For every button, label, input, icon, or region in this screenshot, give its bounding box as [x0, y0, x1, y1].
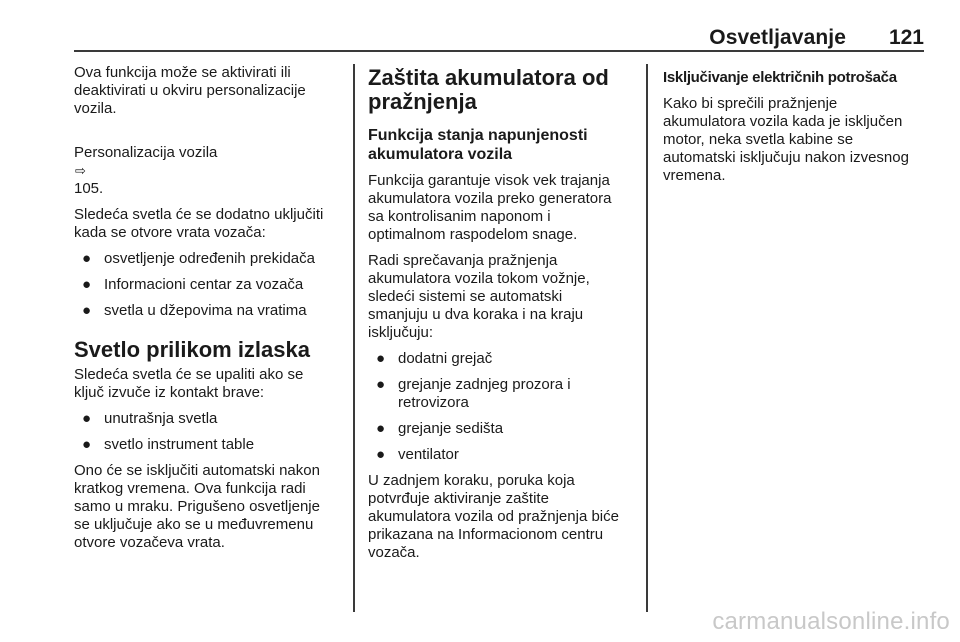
page-reference-arrow-icon: ⇨: [75, 163, 86, 178]
bullet-icon: ●: [82, 302, 92, 319]
list-item: ● unutrašnja svetla: [82, 410, 218, 427]
reference-text: Personalizacija vozila: [74, 144, 218, 161]
bullet-icon: ●: [82, 250, 92, 267]
load-shedding-paragraph: Kako bi sprečili pražnjenje akumulatora vozila kada je isključen motor, neka svetla kabine se automatski isključuju nakon izvesnog vremena.: [663, 95, 909, 184]
column-middle: [368, 64, 634, 570]
battery-function-paragraph: Funkcija garantuje visok vek trajanja akumulatora vozila preko generatora sa kontrolisanim naponom i optimalnom raspodelom snage.: [368, 172, 612, 243]
column-right: [663, 64, 929, 193]
list-item: ● svetlo instrument table: [82, 436, 255, 453]
door-lights-list: [74, 250, 344, 320]
bullet-icon: ●: [376, 420, 386, 437]
auto-off-paragraph: Ono će se isključiti automatski nakon kratkog vremena. Ova funkcija radi samo u mraku. Prigušeno osvetljenje se uključuje ako se u međuvremenu otvore vozačeva vrata.: [74, 462, 320, 551]
bullet-icon: ●: [82, 436, 92, 453]
column-divider-left: [353, 64, 355, 612]
discharge-prevention-paragraph: Radi sprečavanja pražnjenja akumulatora vozila tokom vožnje, sledeći sistemi se automatski smanjuju u dva koraka i na kraju isključuju:: [368, 252, 590, 341]
door-lights-paragraph: Sledeća svetla će se dodatno uključiti kada se otvore vrata vozača:: [74, 206, 324, 241]
page-header: [74, 22, 924, 50]
list-item: ● grejanje zadnjeg prozora i retrovizora: [376, 376, 571, 411]
bullet-icon: ●: [376, 350, 386, 367]
personalization-reference: [74, 126, 344, 198]
subheading-charge-state: Funkcija stanja napunjenosti akumulatora vozila: [368, 127, 588, 163]
subheading-load-shedding: Isključivanje električnih potrošača: [663, 69, 897, 86]
page-reference-link[interactable]: 105.: [74, 180, 104, 197]
column-left: [74, 64, 344, 560]
list-item: ● dodatni grejač: [376, 350, 493, 367]
bullet-icon: ●: [82, 410, 92, 427]
exit-lighting-paragraph: Sledeća svetla će se upaliti ako se ključ izvuče iz kontakt brave:: [74, 366, 304, 401]
list-item: ● svetla u džepovima na vratima: [82, 302, 307, 319]
list-item: ● Informacioni centar za vozača: [82, 276, 304, 293]
bullet-icon: ●: [376, 446, 386, 463]
page-title: Osvetljavanje: [709, 26, 846, 49]
column-divider-right: [646, 64, 648, 612]
section-heading-battery-protection: Zaštita akumulatora od pražnjenja: [368, 65, 609, 114]
final-step-paragraph: U zadnjem koraku, poruka koja potvrđuje aktiviranje zaštite akumulatora vozila od pražnjenja biće prikazana na Informacionom centru vozača.: [368, 472, 619, 561]
intro-paragraph: Ova funkcija može se aktivirati ili deaktivirati u okviru personalizacije vozila.: [74, 64, 306, 117]
reduced-systems-list: [368, 350, 634, 464]
bullet-icon: ●: [82, 276, 92, 293]
exit-lights-list: [74, 410, 344, 454]
list-item: ● grejanje sedišta: [376, 420, 504, 437]
header-rule: [74, 50, 924, 52]
watermark: carmanualsonline.info: [712, 608, 950, 635]
page-number: 121: [888, 26, 924, 49]
list-item: ● ventilator: [376, 446, 459, 463]
list-item: ● osvetljenje određenih prekidača: [82, 250, 315, 267]
section-heading-exit-lighting: Svetlo prilikom izlaska: [74, 337, 310, 362]
bullet-icon: ●: [376, 376, 386, 393]
